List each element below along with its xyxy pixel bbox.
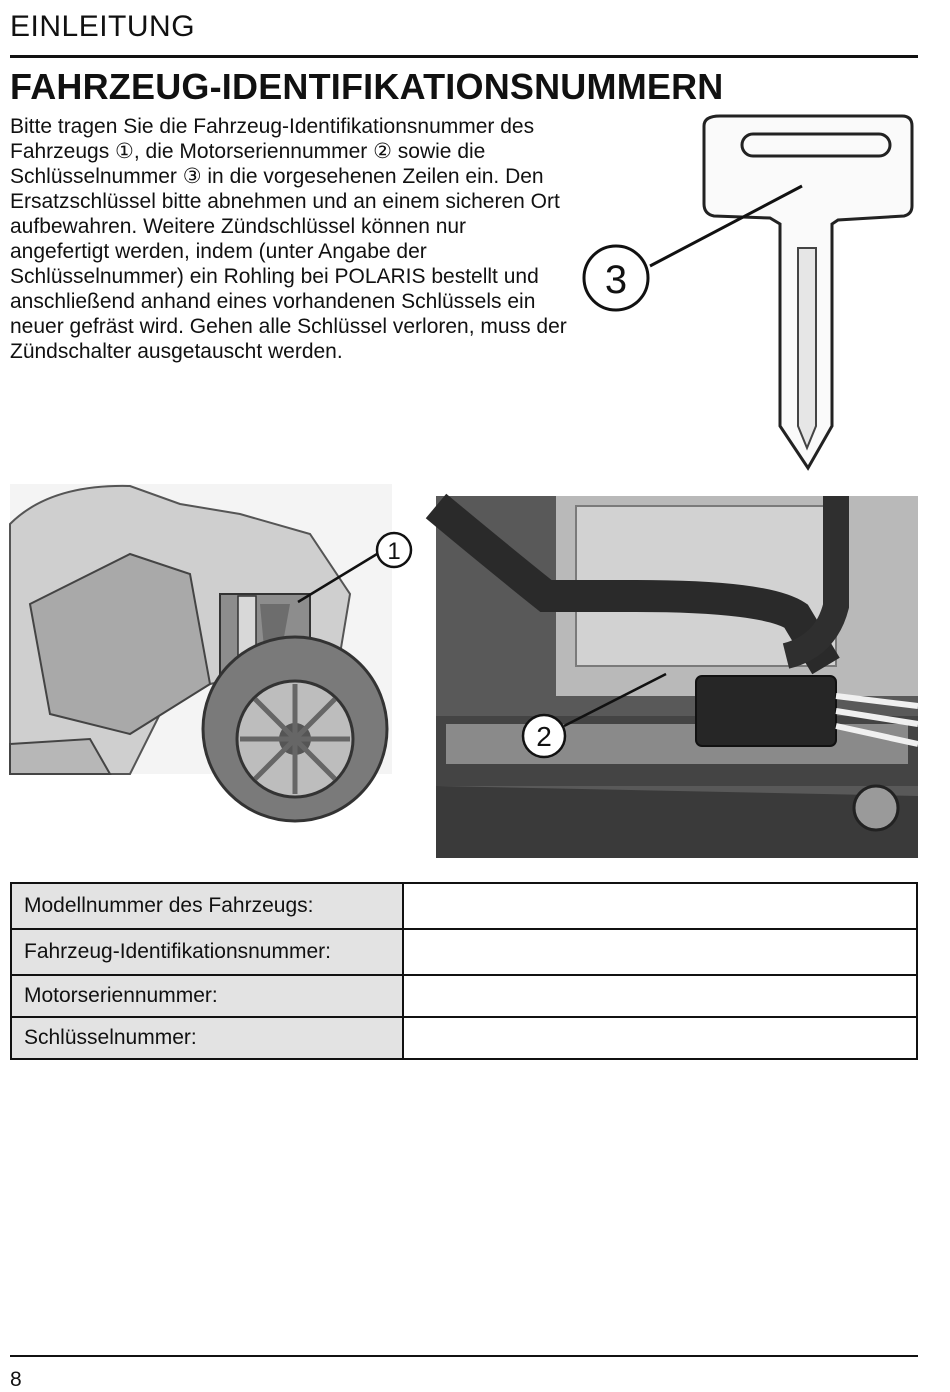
engine-photo: [436, 496, 918, 858]
vehicle-illustration: [10, 484, 401, 774]
vin-field[interactable]: [403, 929, 917, 975]
engine-serial-label: Motorseriennummer:: [11, 975, 403, 1017]
header-rule: [10, 55, 918, 58]
key-illustration: [580, 108, 920, 478]
page-number: 8: [10, 1368, 22, 1391]
intro-paragraph: Bitte tragen Sie die Fahrzeug-Identifikationsnummer des Fahrzeugs ①, die Motorseriennummer ② sowie die Schlüsselnummer ③ in die vorgesehenen Zeilen ein. Den Ersatzschlüssel bitte abnehmen und an einem sicheren Ort aufbewahren. Weitere Zündschlüssel können nur angefertigt werden, indem (unter Angabe der Schlüsselnummer) ein Rohling bei POLARIS bestellt und anschließend anhand eines vorhandenen Schlüssels ein neuer gefräst wird. Gehen alle Schlüssel verloren, muss der Zündschalter ausgetauscht werden.: [10, 115, 567, 363]
page-title: FAHRZEUG-IDENTIFIKATIONSNUMMERN: [10, 66, 724, 107]
callout-2-label: 2: [536, 721, 552, 752]
key-number-label: Schlüsselnummer:: [11, 1017, 403, 1059]
table-row: [11, 883, 917, 929]
model-number-field[interactable]: [403, 883, 917, 929]
key-blade-groove: [798, 248, 816, 448]
key-number-field[interactable]: [403, 1017, 917, 1059]
model-number-label: Modellnummer des Fahrzeugs:: [11, 883, 403, 929]
table-row: [11, 975, 917, 1017]
section-header: EINLEITUNG: [10, 10, 196, 43]
engine-illustration: [436, 496, 918, 858]
vin-label: Fahrzeug-Identifikationsnummer:: [11, 929, 403, 975]
engine-serial-field[interactable]: [403, 975, 917, 1017]
intro-text-block: [10, 114, 570, 364]
callout-1-label: 1: [387, 538, 401, 565]
identification-table: [10, 882, 918, 1060]
table-row: [11, 929, 917, 975]
callout-3-label: 3: [604, 258, 628, 302]
footer-rule: [10, 1355, 918, 1357]
vehicle-photo: [10, 484, 401, 774]
table-row: [11, 1017, 917, 1059]
